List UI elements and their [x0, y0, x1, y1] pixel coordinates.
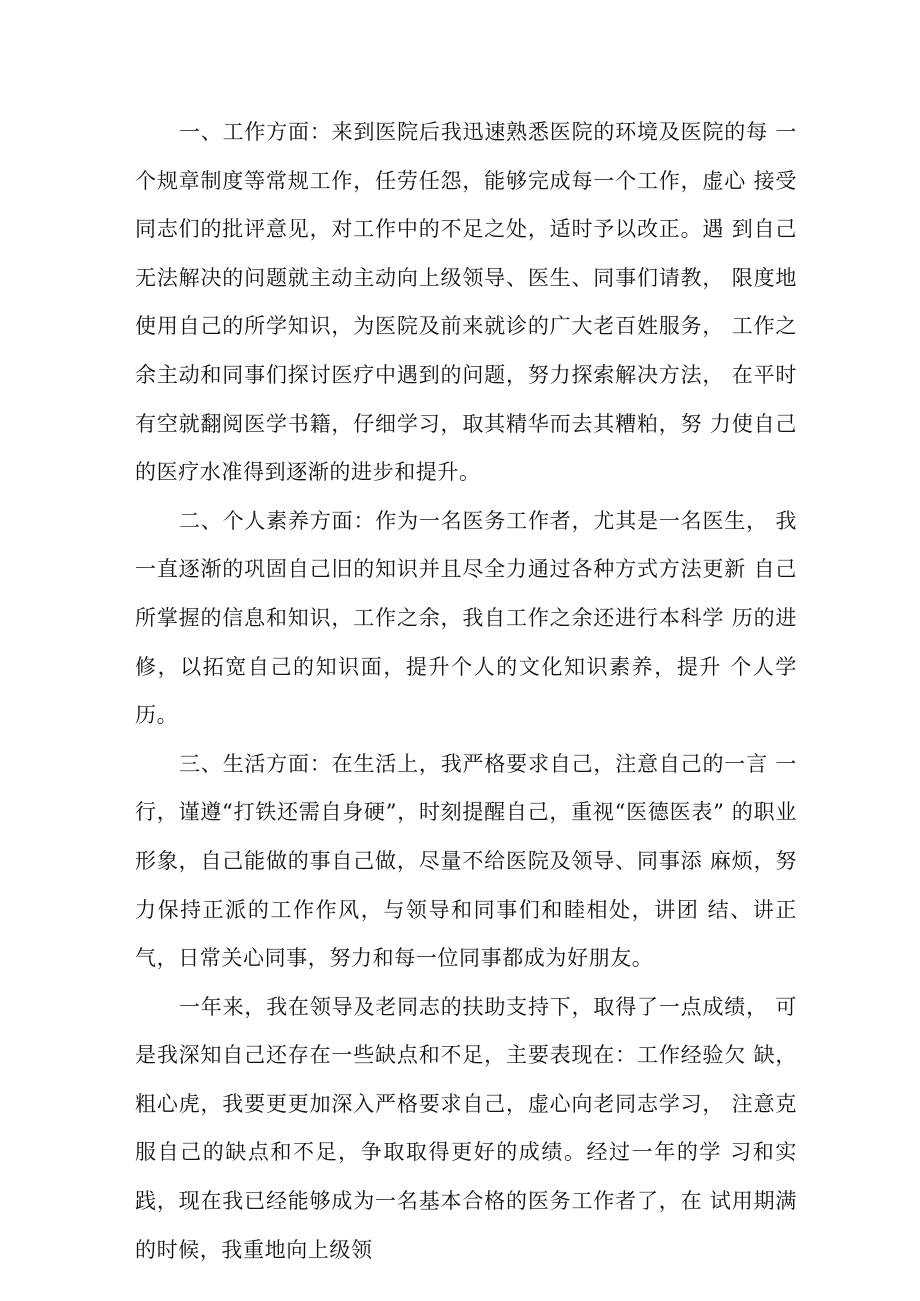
- paragraph-life: 三、生活方面：在生活上，我严格要求自己，注意自己的一言 一行，谨遵“打铁还需自身硬”，时刻提醒自己，重视“医德医表” 的职业形象，自己能做的事自己做，尽量不给医院及领导、同事添 麻烦，努力保持正派的工作作风，与领导和同事们和睦相处，讲团 结、讲正气，日常关心同事，努力和每一位同事都成为好朋友。: [135, 751, 797, 971]
- paragraph-summary: 一年来，我在领导及老同志的扶助支持下，取得了一点成绩， 可是我深知自己还存在一些缺点和不足，主要表现在：工作经验欠 缺，粗心虎，我要更更加深入严格要求自己，虚心向老同志学习， 注意克服自己的缺点和不足，争取取得更好的成绩。经过一年的学 习和实践，现在我已经能够成为一名基本合格的医务工作者了，在 试用期满的时候，我重地向上级领: [135, 994, 797, 1262]
- paragraph-personal-quality: 二、个人素养方面：作为一名医务工作者，尤其是一名医生， 我一直逐渐的巩固自己旧的知识并且尽全力通过各种方式方法更新 自己所掌握的信息和知识，工作之余，我自工作之余还进行本科学 历的进修，以拓宽自己的知识面，提升个人的文化知识素养，提升 个人学历。: [135, 508, 797, 728]
- document-body: [135, 108, 797, 1274]
- paragraph-work: 一、工作方面：来到医院后我迅速熟悉医院的环境及医院的每 一个规章制度等常规工作，任劳任怨，能够完成每一个工作，虚心 接受同志们的批评意见，对工作中的不足之处，适时予以改正。遇 到自己无法解决的问题就主动主动向上级领导、医生、同事们请教， 限度地使用自己的所学知识，为医院及前来就诊的广大老百姓服务， 工作之余主动和同事们探讨医疗中遇到的问题，努力探索解决方法， 在平时有空就翻阅医学书籍，仔细学习，取其精华而去其糟粕，努 力使自己的医疗水准得到逐渐的进步和提升。: [135, 120, 797, 485]
